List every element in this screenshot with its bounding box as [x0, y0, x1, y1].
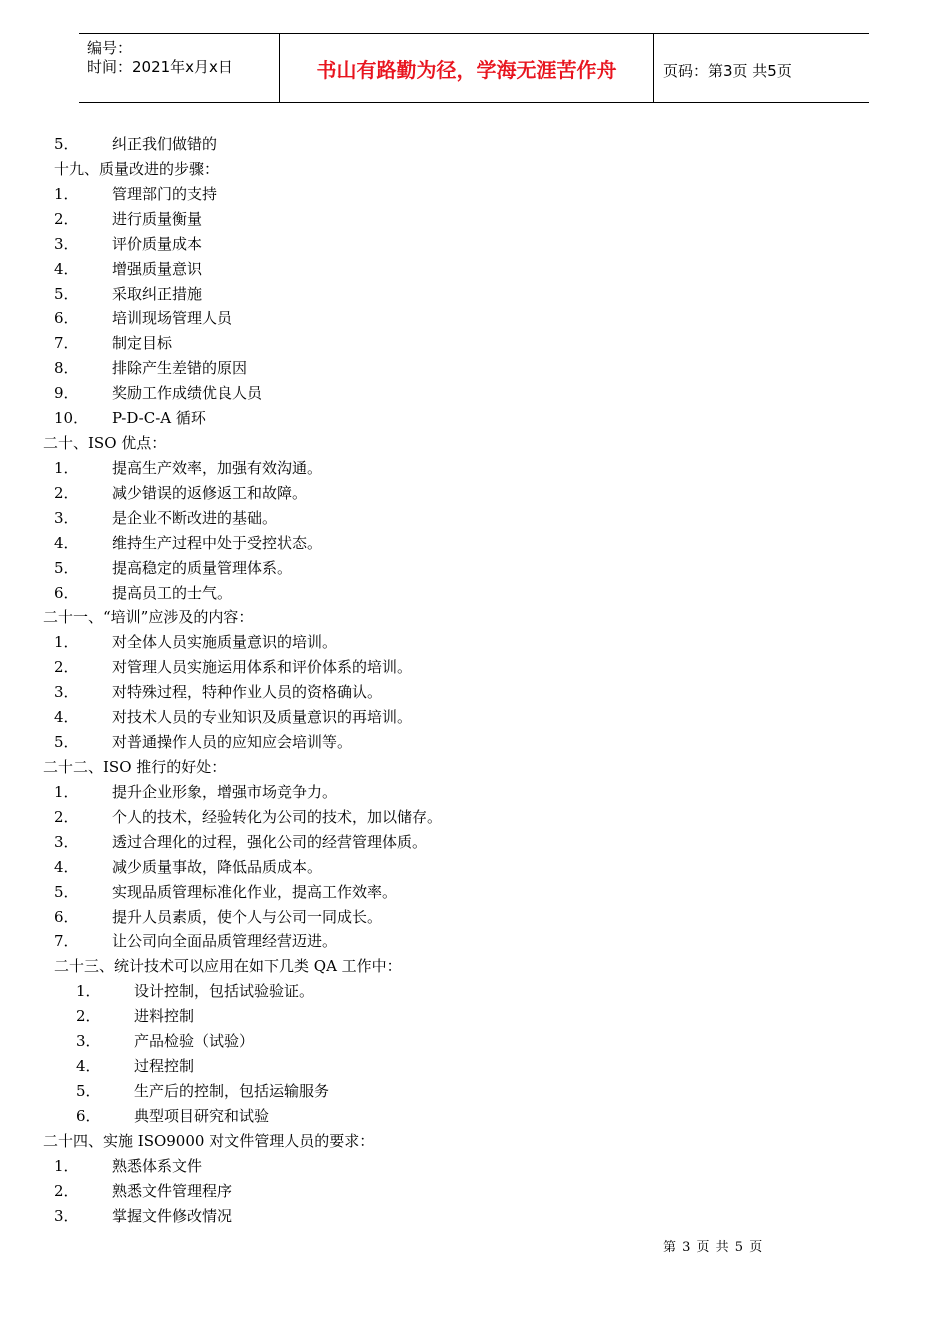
serial-number-label: 编号： [87, 39, 133, 57]
list-item-text: 透过合理化的过程，强化公司的经营管理体质。 [112, 832, 428, 851]
list-item-text: 对普通操作人员的应知应会培训等。 [112, 733, 353, 752]
list-item-number: 1． [54, 633, 79, 652]
list-item-number: 7． [54, 334, 79, 353]
list-item-number: 1． [76, 982, 101, 1001]
list-item-text: 采取纠正措施 [112, 284, 203, 303]
list-item-text: 熟悉文件管理程序 [112, 1181, 233, 1200]
list-item-number: 9． [54, 384, 79, 403]
list-item-number: 3． [54, 234, 79, 253]
list-item-text: 纠正我们做错的 [112, 135, 218, 153]
list-item-text: 减少质量事故，降低品质成本。 [112, 857, 323, 876]
list-item-number: 5． [54, 135, 79, 153]
list-item-number: 1． [54, 1156, 79, 1175]
list-item-number: 6． [54, 907, 79, 926]
section-heading: 二十二、ISO 推行的好处： [43, 758, 227, 776]
list-item-text: 实现品质管理标准化作业，提高工作效率。 [112, 882, 398, 901]
header-info-cell [79, 34, 280, 102]
page-header [79, 33, 869, 103]
list-item-number: 2． [54, 1181, 79, 1200]
list-item-number: 5． [54, 882, 79, 901]
list-item-number: 3． [54, 1206, 79, 1225]
list-item-text: 生产后的控制，包括运输服务 [134, 1081, 330, 1100]
list-item-text: 制定目标 [112, 334, 173, 353]
time-label: 时间：2021年x月x日 [87, 58, 233, 76]
page-code-label: 页码：第3页 共5页 [663, 62, 792, 80]
list-item-text: 培训现场管理人员 [112, 309, 233, 328]
list-item-text: 提升人员素质，使个人与公司一同成长。 [112, 907, 383, 926]
list-item-number: 10． [54, 409, 89, 428]
list-item-text: 个人的技术，经验转化为公司的技术，加以储存。 [112, 807, 443, 826]
list-item-text: 是企业不断改进的基础。 [112, 508, 278, 527]
list-item-text: P-D-C-A 循环 [112, 409, 206, 428]
header-motto: 书山有路勤为径，学海无涯苦作舟 [316, 58, 617, 82]
list-item-number: 2． [54, 209, 79, 228]
list-item-text: 奖励工作成绩优良人员 [112, 384, 263, 403]
list-item-text: 增强质量意识 [112, 259, 203, 278]
list-item-text: 减少错误的返修返工和故障。 [112, 483, 308, 502]
list-item-number: 2． [54, 658, 79, 677]
list-item-number: 5． [76, 1081, 101, 1100]
header-page-cell [654, 34, 869, 102]
list-item-text: 熟悉体系文件 [112, 1156, 203, 1175]
list-item-number: 6． [76, 1106, 101, 1125]
list-item-number: 3． [76, 1032, 101, 1051]
list-item-number: 7． [54, 932, 79, 951]
list-item-number: 5． [54, 284, 79, 303]
header-motto-cell [280, 34, 654, 102]
list-item-number: 3． [54, 683, 79, 702]
list-item-number: 2． [54, 807, 79, 826]
list-item-text: 提高生产效率，加强有效沟通。 [112, 458, 323, 477]
section-heading: 二十三、统计技术可以应用在如下几类 QA 工作中： [54, 957, 402, 976]
list-item-number: 1． [54, 184, 79, 203]
list-item-text: 提高稳定的质量管理体系。 [112, 558, 293, 577]
list-item-number: 3． [54, 508, 79, 527]
list-item-text: 进行质量衡量 [112, 209, 203, 228]
list-item-text: 对管理人员实施运用体系和评价体系的培训。 [112, 658, 413, 677]
list-item-number: 8． [54, 359, 79, 378]
list-item-number: 4． [54, 708, 79, 727]
list-item-number: 4． [76, 1057, 101, 1076]
list-item-text: 掌握文件修改情况 [112, 1206, 233, 1225]
list-item-text: 产品检验（试验） [134, 1032, 255, 1051]
list-item-text: 对技术人员的专业知识及质量意识的再培训。 [112, 708, 413, 727]
list-item-text: 管理部门的支持 [112, 184, 218, 203]
section-heading: 二十四、实施 ISO9000 对文件管理人员的要求： [43, 1131, 375, 1150]
list-item-text: 典型项目研究和试验 [134, 1106, 270, 1125]
list-item-number: 6． [54, 583, 79, 602]
list-item-text: 对特殊过程，特种作业人员的资格确认。 [112, 683, 383, 702]
list-item-text: 维持生产过程中处于受控状态。 [112, 533, 323, 552]
list-item-number: 4． [54, 857, 79, 876]
page-footer: 第 3 页 共 5 页 [663, 1240, 763, 1255]
section-heading: 十九、质量改进的步骤： [54, 159, 220, 178]
list-item-number: 1． [54, 782, 79, 801]
section-heading: 二十一、“培训”应涉及的内容： [43, 608, 254, 627]
list-item-text: 提高员工的士气。 [112, 583, 233, 602]
list-item-number: 5． [54, 558, 79, 577]
list-item-text: 提升企业形象，增强市场竞争力。 [112, 782, 338, 801]
list-item-number: 3． [54, 832, 79, 851]
list-item-number: 4． [54, 533, 79, 552]
section-heading: 二十、ISO 优点： [43, 434, 167, 453]
list-item-text: 对全体人员实施质量意识的培训。 [112, 633, 338, 652]
list-item-text: 让公司向全面品质管理经营迈进。 [112, 932, 338, 951]
list-item-number: 6． [54, 309, 79, 328]
list-item-number: 2． [54, 483, 79, 502]
list-item-text: 过程控制 [134, 1057, 195, 1076]
list-item-text: 进料控制 [134, 1007, 195, 1026]
list-item-number: 1． [54, 458, 79, 477]
list-item-number: 4． [54, 259, 79, 278]
list-item-text: 排除产生差错的原因 [112, 359, 248, 378]
list-item-text: 评价质量成本 [112, 234, 203, 253]
list-item-number: 5． [54, 733, 79, 752]
list-item-text: 设计控制，包括试验验证。 [134, 982, 315, 1001]
list-item-number: 2． [76, 1007, 101, 1026]
